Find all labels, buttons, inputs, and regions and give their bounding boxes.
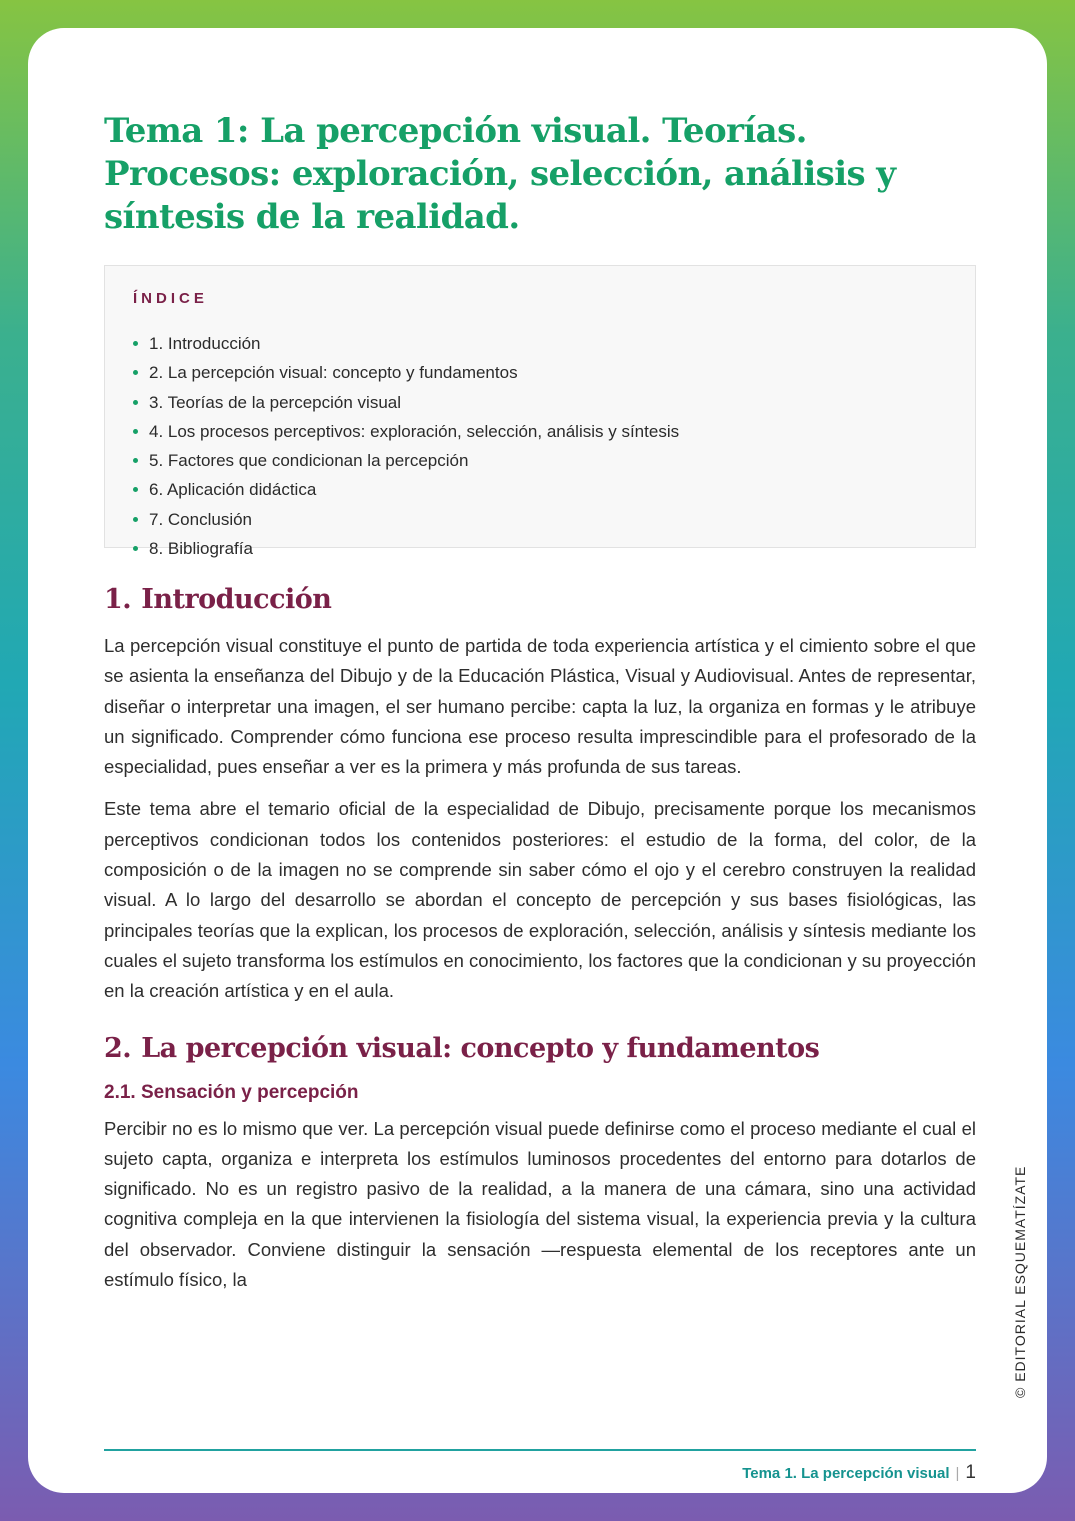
body-paragraph: La percepción visual constituye el punto de partida de toda experiencia artística y el cimiento sobre el que se asienta la enseñanza del Dibujo y de la Educación Plástica, Visual y Audiovisual. Antes de representar, diseñar o interpretar una imagen, el ser humano percibe: capta la luz, la organiza en formas y le atribuye un significado. Comprender cómo funciona ese proceso resulta imprescindible para el profesorado de la especialidad, pues enseñar a ver es la primera y más profunda de sus tareas. [104,635,976,778]
bullet-icon [133,546,138,551]
footer-separator: | [955,1465,960,1482]
index-item-label: 1. Introducción [149,334,261,353]
footer-topic: Tema 1. La percepción visual [742,1465,950,1482]
section-title: La percepción visual: concepto y fundamentos [141,1032,820,1064]
bullet-icon [133,458,138,463]
bullet-icon [133,341,138,346]
bullet-icon [133,400,138,405]
index-item[interactable] [133,446,947,475]
index-item[interactable] [133,329,947,358]
index-item[interactable] [133,534,947,563]
section-heading-percepcion [104,1033,976,1064]
body-paragraph: Percibir no es lo mismo que ver. La percepción visual puede definirse como el proceso mediante el cual el sujeto capta, organiza e interpreta los estímulos luminosos procedentes del entorno para dotarlos de significado. No es un registro pasivo de la realidad, a la manera de una cámara, sino una actividad cognitiva compleja en la que intervienen la fisiología del sistema visual, la experiencia previa y la cultura del observador. Conviene distinguir la sensación —respuesta elemental de los receptores ante un estímulo físico, la [104,1117,976,1291]
bullet-icon [133,487,138,492]
copyright-side-text: © EDITORIAL ESQUEMATÍZATE [1012,1165,1028,1398]
index-item-label: 2. La percepción visual: concepto y fundamentos [149,363,518,383]
index-item[interactable] [133,358,947,387]
page-number: 1 [965,1462,976,1483]
section-number: 1. [104,584,132,615]
index-item-label: 7. Conclusión [149,509,253,529]
footer-divider [104,1449,976,1451]
index-item[interactable] [133,505,947,534]
index-box [104,265,976,559]
bullet-icon [133,370,138,375]
page-footer [742,1462,976,1484]
index-list [133,329,947,563]
page-content [104,28,976,1295]
index-item-label: 8. Bibliografía [149,539,253,559]
subsection-heading: 2.1. Sensación y percepción [104,1081,359,1103]
section-title: Introducción [141,584,332,615]
bullet-icon [133,429,138,434]
index-item-label: 4. Los procesos perceptivos: exploración, selección, análisis y síntesis [149,421,680,441]
index-item-label: 6. Aplicación didáctica [149,480,317,500]
section-number: 2. [104,1032,132,1064]
document-page [28,28,1047,1493]
index-item-label: 3. Teorías de la percepción visual [149,392,402,412]
index-item[interactable] [133,417,947,446]
index-heading: ÍNDICE [133,290,208,307]
section-heading-introduccion [104,584,976,615]
index-item[interactable] [133,388,947,417]
index-item-label: 5. Factores que condicionan la percepción [149,451,469,471]
index-item[interactable] [133,475,947,504]
document-title: Tema 1: La percepción visual. Teorías. Procesos: exploración, selección, análisis y síntesis de la realidad. [104,111,896,237]
bullet-icon [133,517,138,522]
body-paragraph: Este tema abre el temario oficial de la especialidad de Dibujo, precisamente porque los mecanismos perceptivos condicionan todos los contenidos posteriores: el estudio de la forma, del color, de la composición o de la imagen no se comprende sin saber cómo el ojo y el cerebro construyen la realidad visual. A lo largo del desarrollo se abordan el concepto de percepción y sus bases fisiológicas, las principales teorías que la explican, los procesos de exploración, selección, análisis y síntesis mediante los cuales el sujeto transforma los estímulos en conocimiento, los factores que la condicionan y su proyección en la creación artística y en el aula. [104,798,977,1002]
